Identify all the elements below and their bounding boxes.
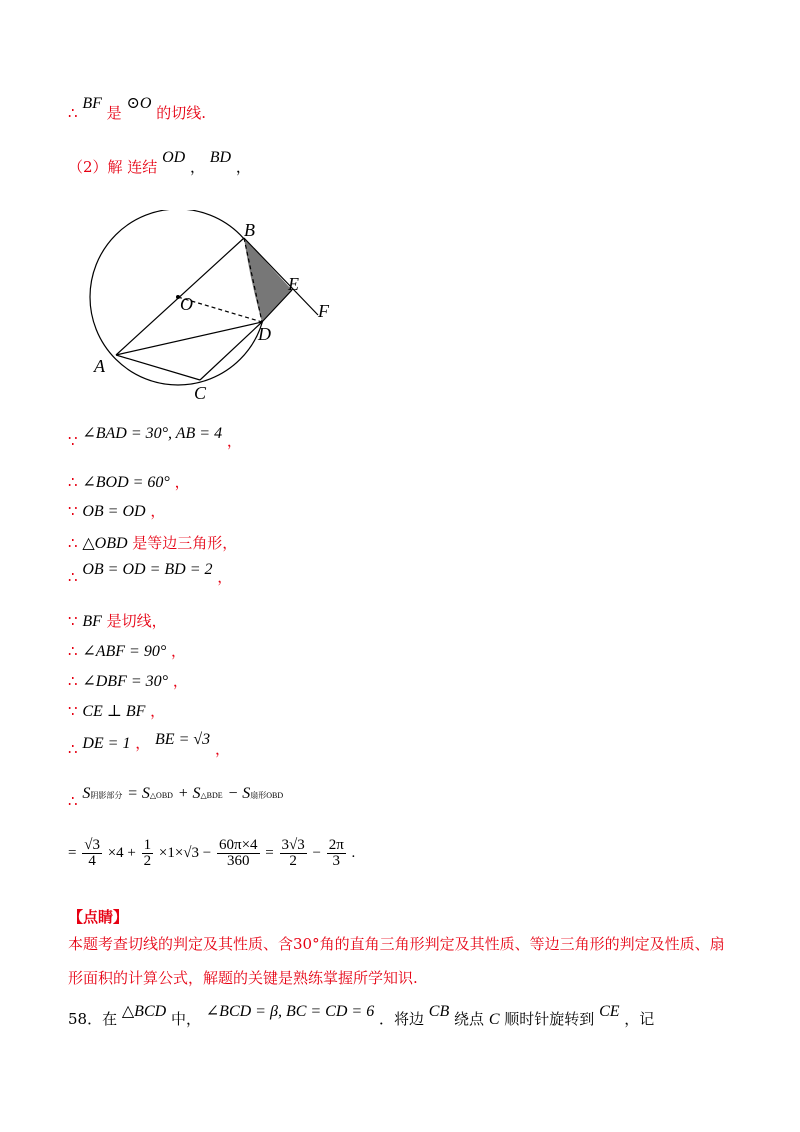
fraction-2pi-3 [327,838,346,869]
because-symbol: ∵ [68,502,78,520]
step-abf [68,644,186,660]
question-58 [68,1003,655,1028]
step-equilateral [68,536,237,552]
comma: ， [150,502,166,520]
step-de-be [68,731,230,758]
comma: ， [189,158,205,176]
therefore-symbol: ∴ [68,672,78,690]
text-is-tangent: 是切线， [106,612,167,630]
segment-cd [200,322,262,380]
label-e: E [288,274,299,294]
geometry-figure [80,210,360,410]
text-in: 中， [170,1010,201,1028]
math-bd: BD [209,149,232,166]
label-b: B [244,220,255,240]
math-od: OD [162,149,186,166]
period: . [351,844,356,861]
math-s: S [82,785,91,802]
comma: ， [150,702,166,720]
denominator: 360 [227,853,250,869]
math-bcd-condition: ∠BCD = β, BC = CD = 6 [205,1003,375,1020]
numerator: 2π [328,837,344,853]
segment-ad [116,322,262,355]
because-symbol: ∵ [68,432,78,450]
comma: ， [135,734,151,752]
math-circle-o: ⊙O [126,95,152,112]
tip-heading: 【点睛】 [68,908,129,926]
numerator: 3√3 [281,837,305,853]
because-symbol: ∵ [68,702,78,720]
math-abf: ∠ABF = 90° [82,643,167,660]
therefore-symbol: ∴ [68,642,78,660]
math-c: C [488,1011,500,1028]
sub-bde: △BDE [200,791,223,800]
part2-label: （2）解 连结 [68,158,158,176]
math-bod: ∠BOD = 60° [82,474,170,491]
step-dbf [68,674,188,690]
minus: − [312,844,321,861]
label-a: A [94,356,105,376]
comma: ， [226,432,242,450]
step-bf-tangent [68,614,167,630]
math-bad-ab: ∠BAD = 30°, AB = 4 [82,425,223,442]
comma: ， [235,158,251,176]
math-minus-s: − S [227,785,251,802]
label-f: F [318,301,329,321]
math-eq-s: = S [127,785,150,802]
fraction-sector [217,838,260,869]
comma: ， [171,642,187,660]
area-computation [68,838,355,869]
math-de: DE = 1 [82,735,131,752]
fraction-root3-4 [82,838,102,869]
numerator: 60π×4 [219,837,258,853]
therefore-symbol: ∴ [68,568,78,586]
label-d: D [258,324,271,344]
therefore-symbol: ∴ [68,792,78,810]
fraction-1-2 [142,838,154,869]
part2-connect-line [68,149,251,176]
sub-obd: △OBD [149,791,173,800]
text-around-point: 绕点 [454,1010,485,1028]
math-triangle-obd: △OBD [82,535,128,552]
comma: ， [174,473,190,491]
math-be: BE = √3 [155,731,211,748]
equals: = [68,844,77,861]
because-symbol: ∵ [68,612,78,630]
question-number: 58．在 [68,1010,118,1028]
math-cb: CB [428,1003,450,1020]
conclusion-tangent-line [68,95,206,122]
denominator: 3 [332,853,340,869]
math-ob-od: OB = OD [82,503,146,520]
tip-text: 本题考查切线的判定及其性质、含30°角的直角三角形判定及其性质、等边三角形的判定及性质、扇形面积的计算公式，解题的关键是熟练掌握所学知识. [68,935,725,987]
sub-sector: 扇形OBD [250,791,284,800]
label-c: C [194,383,207,403]
math-dbf: ∠DBF = 30° [82,673,169,690]
numerator: √3 [84,837,100,853]
sub-shaded: 阴影部分 [90,791,123,800]
text-is: 是 [106,104,122,122]
therefore-symbol: ∴ [68,104,78,122]
text-tangent: 的切线. [156,104,206,122]
text-denote: ，记 [624,1010,655,1028]
numerator: 1 [143,837,152,853]
comma: ， [172,672,188,690]
math-bf: BF [82,95,102,112]
step-ob-od [68,504,165,520]
given-bad-ab [68,425,242,450]
comma: ， [214,740,230,758]
fraction-3root3-2 [280,838,307,869]
step-equal-sides [68,561,233,586]
equals: = [265,844,274,861]
math-plus-s: + S [177,785,201,802]
math-ce: CE [599,1003,620,1020]
denominator: 2 [289,853,297,869]
term-times-root3: ×1×√3 − [158,844,212,861]
label-o: O [180,294,193,314]
step-bod [68,475,190,491]
math-ob-od-bd: OB = OD = BD = 2 [82,561,213,578]
segment-ac [116,355,200,380]
math-bf: BF [82,613,102,630]
therefore-symbol: ∴ [68,473,78,491]
denominator: 2 [143,853,152,869]
therefore-symbol: ∴ [68,534,78,552]
step-ce-perp [68,704,165,720]
math-triangle-bcd: △BCD [121,1003,167,1020]
text-rotate-edge: ．将边 [378,1010,424,1028]
comma: ， [217,568,233,586]
text-equilateral: 是等边三角形， [132,534,238,552]
therefore-symbol: ∴ [68,740,78,758]
math-ce-perp-bf: CE ⊥ BF [82,703,146,720]
text-clockwise: 顺时针旋转到 [504,1010,595,1028]
term-times-4: ×4 + [107,844,136,861]
area-formula [68,785,284,810]
denominator: 4 [88,853,96,869]
